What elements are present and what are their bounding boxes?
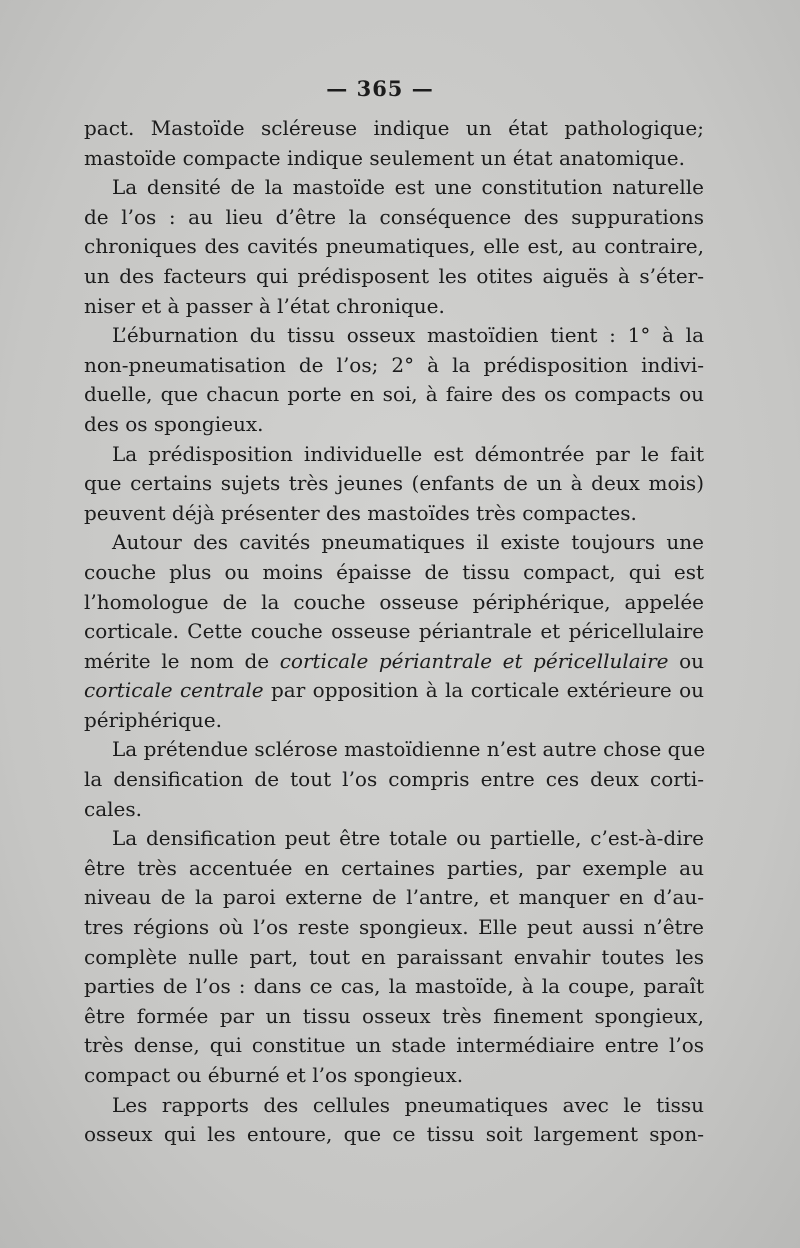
text-line	[84, 676, 704, 706]
line-text: de l’os : au lieu d’être la conséquence des suppurations	[84, 204, 704, 229]
line-text: non-pneumatisation de l’os; 2° à la prédisposition indivi-	[84, 352, 704, 377]
text-line	[84, 765, 704, 795]
line-text-post: ou	[668, 648, 704, 673]
line-text: tres régions où l’os reste spongieux. Elle peut aussi n’être	[84, 915, 704, 940]
text-line	[84, 232, 704, 262]
line-text: La densification peut être totale ou partielle, c’est-à-dire	[112, 826, 704, 851]
line-text: Les rapports des cellules pneumatiques avec le tissu	[112, 1092, 704, 1117]
line-text: compact ou éburné et l’os spongieux.	[84, 1063, 464, 1087]
text-line	[84, 1031, 704, 1061]
line-text-italic: corticale centrale	[84, 678, 264, 703]
line-text-italic: corticale périantrale et péricellulaire	[279, 648, 669, 673]
text-line	[84, 144, 704, 174]
text-line	[84, 588, 704, 618]
text-line	[84, 351, 704, 381]
line-text: duelle, que chacun porte en soi, à faire des os compacts ou	[84, 382, 704, 407]
line-text: corticale. Cette couche osseuse périantrale et péricellulaire	[84, 619, 704, 644]
line-text: couche plus ou moins épaisse de tissu compact, qui est	[84, 559, 704, 584]
line-text: l’homologue de la couche osseuse périphérique, appelée	[84, 589, 704, 614]
line-text: chroniques des cavités pneumatiques, elle est, au contraire,	[84, 234, 704, 259]
text-line	[84, 913, 704, 943]
line-text: des os spongieux.	[84, 411, 264, 436]
text-line	[84, 647, 704, 677]
line-text: un des facteurs qui prédisposent les otites aiguës à s’éter-	[84, 263, 704, 288]
line-text: que certains sujets très jeunes (enfants de un à deux mois)	[84, 471, 704, 496]
text-line	[84, 380, 704, 410]
page-number: — 365 —	[326, 76, 434, 101]
line-text-pre: mérite le nom de	[84, 648, 280, 673]
text-line	[84, 558, 704, 588]
text-line	[84, 795, 704, 825]
text-line	[84, 617, 704, 647]
text-line	[84, 499, 704, 529]
line-text: niveau de la paroi externe de l’antre, et manquer en d’au-	[84, 885, 704, 910]
text-line	[84, 972, 704, 1002]
line-text: peuvent déjà présenter des mastoïdes très compactes.	[84, 500, 637, 525]
line-text: L’éburnation du tissu osseux mastoïdien tient : 1° à la	[112, 323, 704, 348]
line-text: pact. Mastoïde scléreuse indique un état pathologique;	[84, 116, 704, 140]
text-line	[84, 173, 704, 203]
line-text-post: par opposition à la corticale extérieure ou	[263, 678, 705, 703]
text-line	[84, 883, 704, 913]
text-line	[84, 735, 704, 765]
text-line	[84, 706, 704, 736]
text-line	[84, 1061, 704, 1091]
line-text: osseux qui les entoure, que ce tissu soit largement spon-	[84, 1122, 704, 1147]
text-line	[84, 943, 704, 973]
line-text: La prétendue sclérose mastoïdienne n’est autre chose que	[112, 737, 706, 762]
line-text: la densification de tout l’os compris entre ces deux corti-	[84, 767, 704, 792]
line-text: niser et à passer à l’état chronique.	[84, 293, 445, 318]
line-text: parties de l’os : dans ce cas, la mastoïde, à la coupe, paraît	[84, 974, 704, 999]
line-text: mastoïde compacte indique seulement un état anatomique.	[84, 145, 685, 170]
line-text: être formée par un tissu osseux très finement spongieux,	[84, 1003, 704, 1028]
text-line	[84, 854, 704, 884]
line-text: La densité de la mastoïde est une constitution naturelle	[112, 175, 704, 200]
text-line	[84, 114, 704, 144]
text-line	[84, 262, 704, 292]
text-line	[84, 1091, 704, 1121]
text-line	[84, 1120, 704, 1150]
text-line	[84, 292, 704, 322]
text-line	[84, 469, 704, 499]
line-text: cales.	[84, 796, 142, 821]
line-text: Autour des cavités pneumatiques il existe toujours une	[112, 530, 704, 555]
text-line	[84, 824, 704, 854]
text-line	[84, 410, 704, 440]
text-line	[84, 321, 704, 351]
line-text: périphérique.	[84, 707, 222, 732]
text-line	[84, 528, 704, 558]
text-line	[84, 440, 704, 470]
line-text: très dense, qui constitue un stade intermédiaire entre l’os	[84, 1033, 704, 1058]
page-text	[84, 114, 704, 1150]
line-text: La prédisposition individuelle est démontrée par le fait	[112, 441, 704, 466]
line-text: complète nulle part, tout en paraissant envahir toutes les	[84, 944, 704, 969]
line-text: être très accentuée en certaines parties, par exemple au	[84, 855, 704, 880]
text-line	[84, 1002, 704, 1032]
text-line	[84, 203, 704, 233]
